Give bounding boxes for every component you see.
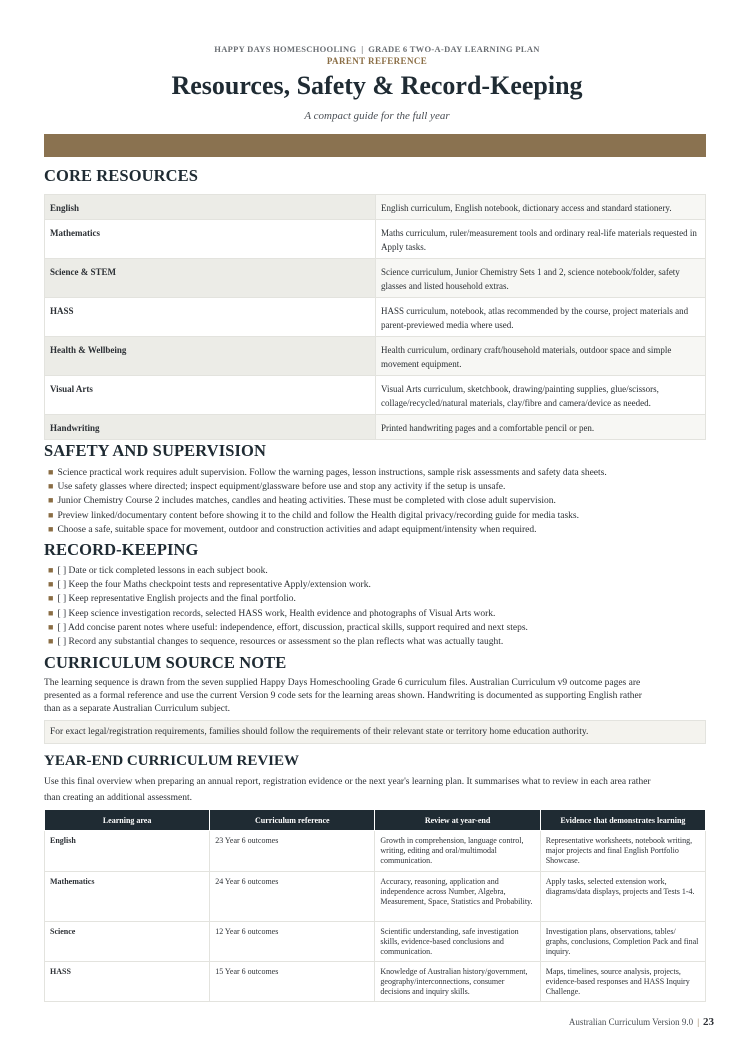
decorative-band <box>44 134 706 157</box>
bullet-icon: ■ <box>48 565 54 575</box>
learning-area-cell: HASS <box>45 962 210 1002</box>
resource-subject: Mathematics <box>45 220 376 259</box>
record-item: [ ] Keep representative English projects and the final portfolio. <box>57 594 296 605</box>
safety-item: Preview linked/documentary content before showing it to the child and follow the Health digital privacy/recording guide for media tasks. <box>57 510 580 521</box>
bullet-icon: ■ <box>48 523 54 534</box>
resource-row <box>45 298 706 337</box>
resource-subject: Handwriting <box>45 415 376 440</box>
source-note-heading: CURRICULUM SOURCE NOTE <box>44 653 287 672</box>
record-item: [ ] Record any substantial changes to sequence, resources or assessment so the plan reflects what was actually taught. <box>57 636 504 647</box>
authority-callout: For exact legal/registration requirements, families should follow the requirements of their relevant state or territory home education authority. <box>44 720 706 744</box>
resource-subject: Health & Wellbeing <box>45 337 376 376</box>
review-cell: Knowledge of Australian history/government, geography/interconnections, consumer decisions and inquiry skills. <box>375 962 540 1002</box>
evidence-cell: Investigation plans, observations, tables/ graphs, conclusions, Completion Pack and final inquiry. <box>540 922 705 962</box>
list-item <box>48 634 528 648</box>
document-series-line: HAPPY DAYS HOMESCHOOLING | GRADE 6 TWO-A-DAY LEARNING PLAN <box>214 44 540 54</box>
curriculum-reference-cell: 24 Year 6 outcomes <box>210 872 375 922</box>
record-item: [ ] Keep science investigation records, selected HASS work, Health evidence and photographs of Visual Arts work. <box>57 608 496 619</box>
bullet-icon: ■ <box>48 621 54 632</box>
bullet-icon: ■ <box>48 467 54 477</box>
safety-heading: SAFETY AND SUPERVISION <box>44 441 266 460</box>
core-resources-heading: CORE RESOURCES <box>44 166 199 185</box>
learning-area-cell: Science <box>45 922 210 962</box>
table-row <box>45 831 706 872</box>
column-header: Learning area <box>45 810 210 831</box>
bullet-icon: ■ <box>48 481 54 492</box>
safety-item: Junior Chemistry Course 2 includes matches, candles and heating activities. These must be completed with close adult supervision. <box>57 496 556 507</box>
resource-list: Printed handwriting pages and a comfortable pencil or pen. <box>376 415 706 440</box>
column-header: Evidence that demonstrates learning <box>540 810 705 831</box>
list-item <box>48 591 528 605</box>
bullet-icon: ■ <box>48 495 54 506</box>
bullet-icon: ■ <box>48 607 54 618</box>
evidence-cell: Apply tasks, selected extension work, diagrams/data displays, projects and Tests 1-4. <box>540 872 705 922</box>
year-end-review-table <box>44 809 706 1002</box>
record-item: [ ] Date or tick completed lessons in each subject book. <box>57 566 268 576</box>
review-cell: Accuracy, reasoning, application and independence across Number, Algebra, Measurement, Space, Statistics and Probability. <box>375 872 540 922</box>
learning-area-cell: Mathematics <box>45 872 210 922</box>
resource-subject: Science & STEM <box>45 259 376 298</box>
curriculum-reference-cell: 15 Year 6 outcomes <box>210 962 375 1002</box>
safety-item: Choose a safe, suitable space for movement, outdoor and construction activities and adapt equipment/intensity when required. <box>57 524 537 535</box>
document-audience-line: PARENT REFERENCE <box>326 56 428 66</box>
resource-row <box>45 195 706 220</box>
review-cell: Scientific understanding, safe investigation skills, evidence-based conclusions and communication. <box>375 922 540 962</box>
footer-separator: | <box>697 1017 699 1027</box>
page-footer <box>569 1016 714 1028</box>
list-item <box>48 522 607 536</box>
year-end-heading: YEAR-END CURRICULUM REVIEW <box>44 753 300 769</box>
review-cell: Growth in comprehension, language control, writing, editing and oral/multimodal communication. <box>375 831 540 872</box>
bullet-icon: ■ <box>48 579 54 590</box>
curriculum-reference-cell: 23 Year 6 outcomes <box>210 831 375 872</box>
list-item <box>48 577 528 591</box>
resource-list: HASS curriculum, notebook, atlas recommended by the course, project materials and parent-previewed media where used. <box>376 298 706 337</box>
column-header: Review at year-end <box>375 810 540 831</box>
source-note-line: presented as a formal reference and use the current Version 9 code sets for the learning areas shown. Handwriting is documented as supporting English rather <box>44 691 642 702</box>
resource-row <box>45 376 706 415</box>
list-item <box>48 465 607 479</box>
evidence-cell: Representative worksheets, notebook writing, major projects and final English Portfolio Showcase. <box>540 831 705 872</box>
curriculum-reference-cell: 12 Year 6 outcomes <box>210 922 375 962</box>
resource-list: Health curriculum, ordinary craft/household materials, outdoor space and simple movement equipment. <box>376 337 706 376</box>
source-note-line: than as a separate Australian Curriculum subject. <box>44 704 230 715</box>
list-item <box>48 479 607 493</box>
source-note-line: The learning sequence is drawn from the seven supplied Happy Days Homeschooling Grade 6 curriculum files. Australian Curriculum v9 outcome pages are <box>44 678 641 688</box>
bullet-icon: ■ <box>48 509 54 520</box>
resource-list: Visual Arts curriculum, sketchbook, drawing/painting supplies, glue/scissors, collage/recycled/natural materials, clay/fibre and camera/device as needed. <box>376 376 706 415</box>
source-note-paragraph <box>44 677 710 717</box>
bullet-icon: ■ <box>48 635 54 646</box>
page-title: Resources, Safety & Record-Keeping <box>171 71 583 100</box>
resource-list: English curriculum, English notebook, dictionary access and standard stationery. <box>376 195 706 220</box>
record-keeping-heading: RECORD-KEEPING <box>44 540 199 559</box>
list-item <box>48 508 607 522</box>
list-item <box>48 620 528 634</box>
learning-area-cell: English <box>45 831 210 872</box>
resource-subject: HASS <box>45 298 376 337</box>
record-item: [ ] Keep the four Maths checkpoint tests and representative Apply/extension work. <box>57 580 371 591</box>
year-end-intro-line: than creating an additional assessment. <box>44 792 192 803</box>
safety-item: Use safety glasses where directed; inspect equipment/glassware before use and stop any activity if the setup is unsafe. <box>57 482 506 493</box>
safety-list <box>48 465 607 536</box>
resource-row <box>45 337 706 376</box>
resource-row <box>45 259 706 298</box>
list-item <box>48 563 528 577</box>
list-item <box>48 493 607 507</box>
year-end-intro <box>44 775 710 806</box>
page-subtitle: A compact guide for the full year <box>304 110 450 122</box>
resource-subject: Visual Arts <box>45 376 376 415</box>
record-keeping-list <box>48 563 528 648</box>
column-header: Curriculum reference <box>210 810 375 831</box>
record-item: [ ] Add concise parent notes where useful: independence, effort, discussion, practical skills, support required and next steps. <box>57 622 528 633</box>
resource-list: Maths curriculum, ruler/measurement tools and ordinary real-life materials requested in Apply tasks. <box>376 220 706 259</box>
resource-subject: English <box>45 195 376 220</box>
table-row <box>45 872 706 922</box>
safety-item: Science practical work requires adult supervision. Follow the warning pages, lesson instructions, sample risk assessments and safety data sheets. <box>57 468 607 478</box>
list-item <box>48 606 528 620</box>
table-header-row <box>45 810 706 831</box>
evidence-cell: Maps, timelines, source analysis, projects, evidence-based responses and HASS Inquiry Challenge. <box>540 962 705 1002</box>
year-end-intro-line: Use this final overview when preparing an annual report, registration evidence or the next year's learning plan. It summarises what to review in each area rather <box>44 777 651 787</box>
table-row <box>45 962 706 1002</box>
page-number: 23 <box>703 1016 714 1028</box>
table-row <box>45 922 706 962</box>
bullet-icon: ■ <box>48 593 54 604</box>
core-resources-table <box>44 194 706 440</box>
resource-list: Science curriculum, Junior Chemistry Sets 1 and 2, science notebook/folder, safety glasses and listed household extras. <box>376 259 706 298</box>
resource-row <box>45 220 706 259</box>
resource-row <box>45 415 706 440</box>
footer-label: Australian Curriculum Version 9.0 <box>568 1017 694 1027</box>
